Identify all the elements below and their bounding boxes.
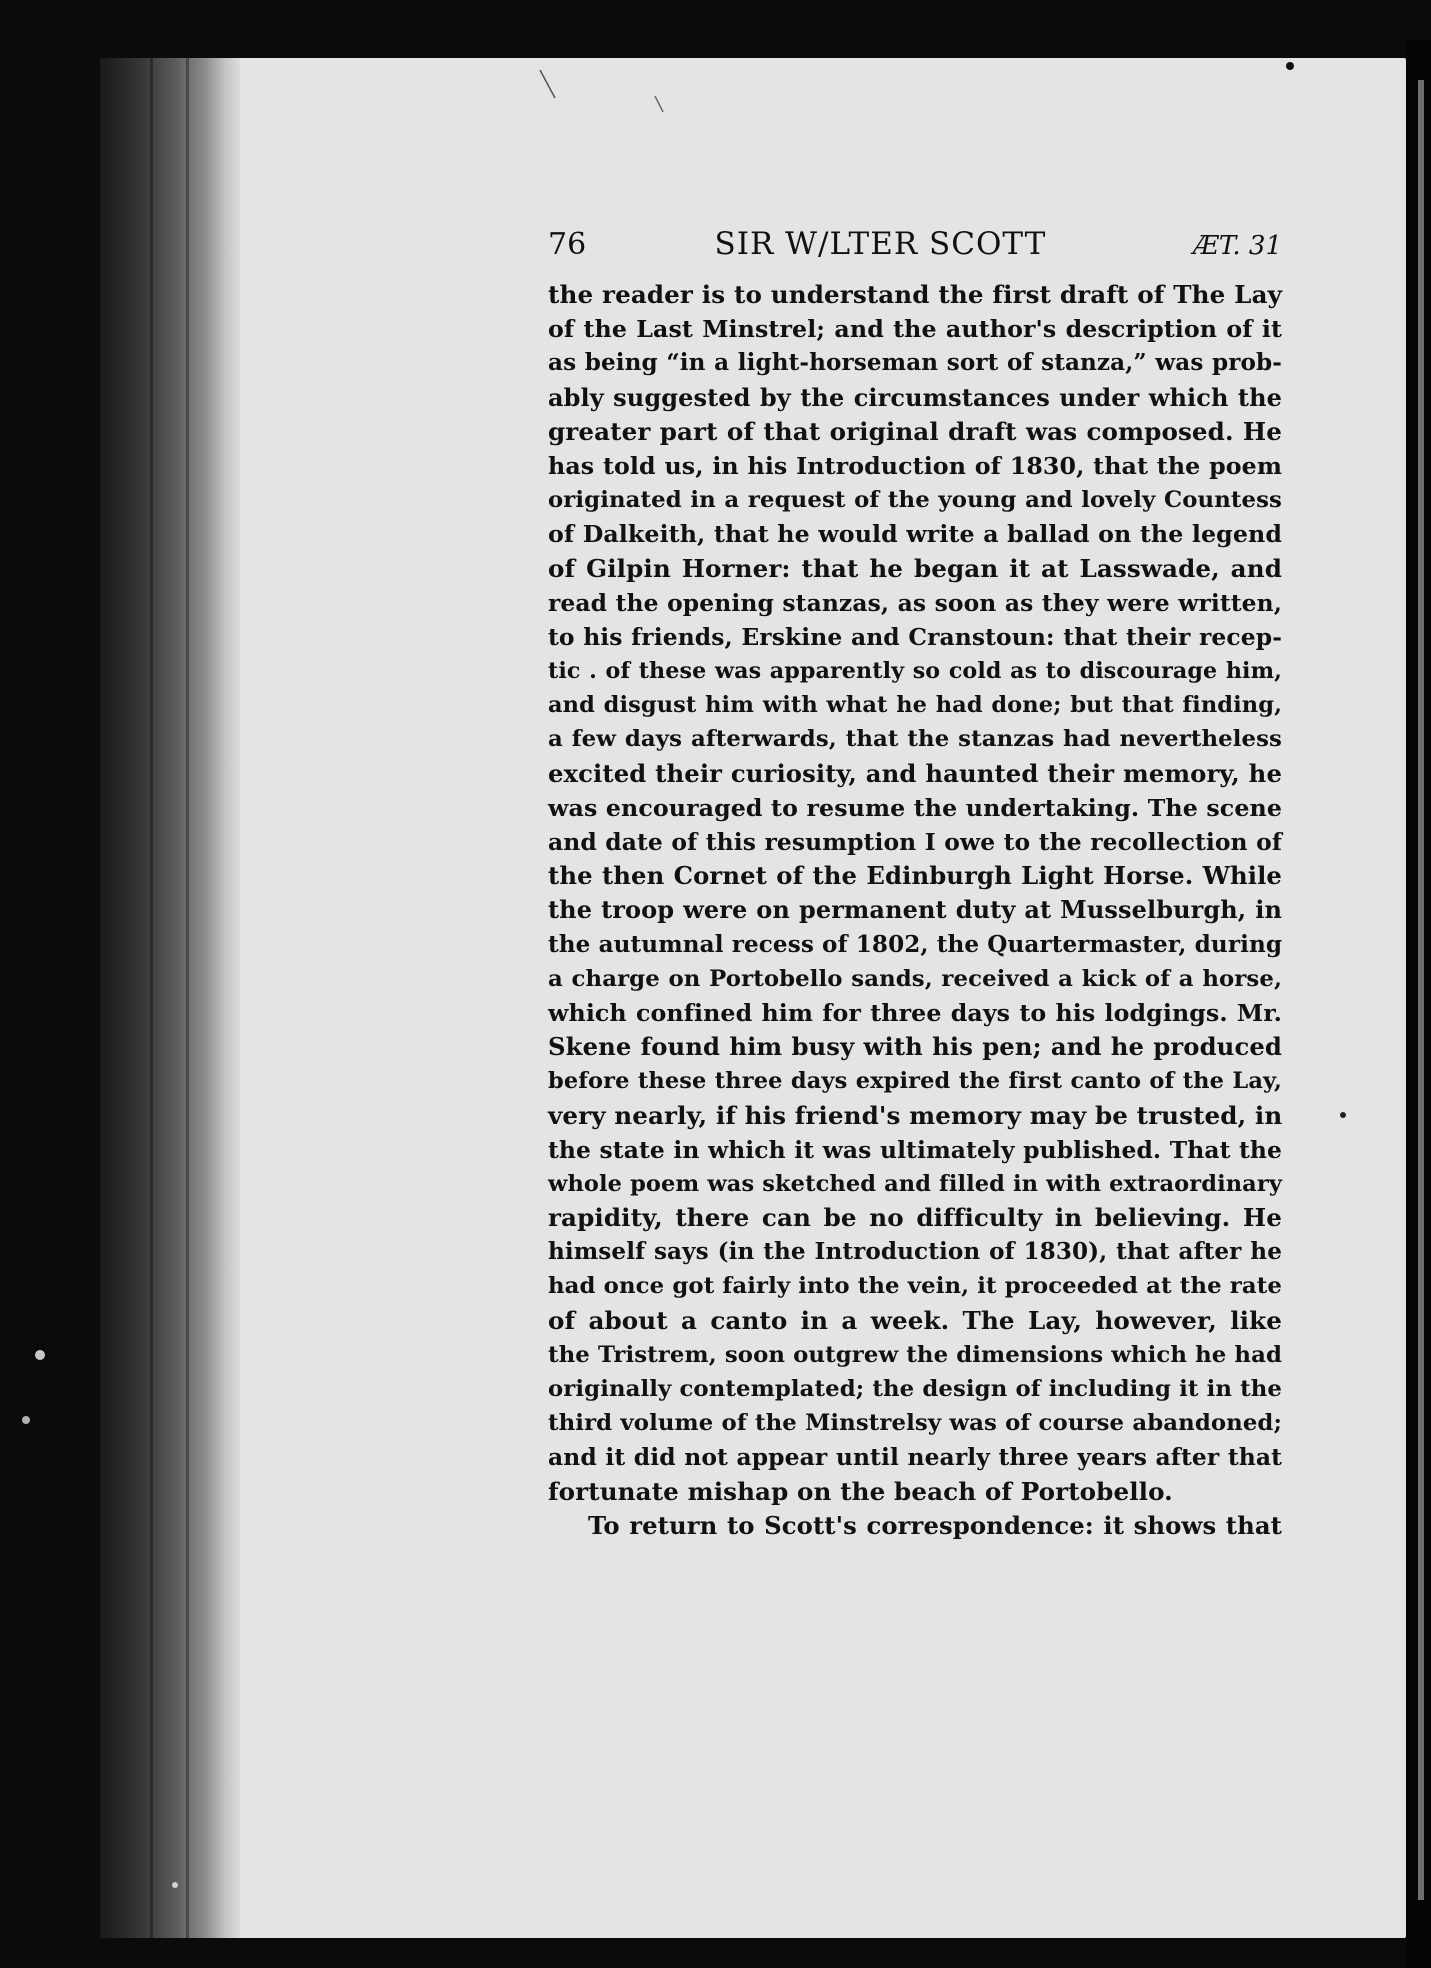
text-line: the then Cornet of the Edinburgh Light Horse. While: [548, 861, 1282, 891]
text-line: as being “in a light-horseman sort of stanza,” was prob-: [548, 349, 1282, 377]
gutter-shadow-line: [150, 58, 153, 1938]
text-line: a few days afterwards, that the stanzas had nevertheless: [548, 726, 1282, 753]
text-line: had once got fairly into the vein, it proceeded at the rate: [548, 1273, 1282, 1300]
text-line: the troop were on permanent duty at Musselburgh, in: [548, 895, 1282, 925]
book-gutter: [100, 58, 240, 1938]
text-line: to his friends, Erskine and Cranstoun: that their recep-: [548, 622, 1282, 651]
next-paragraph-line: To return to Scott's correspondence: it shows that: [588, 1510, 1282, 1540]
text-line: excited their curiosity, and haunted their memory, he: [548, 758, 1282, 788]
text-line: the reader is to understand the first draft of The Lay: [548, 280, 1282, 309]
gutter-shadow-line: [186, 58, 189, 1938]
page-text-block: [548, 226, 1282, 1543]
text-line: of the Last Minstrel; and the author's description of it: [548, 315, 1282, 344]
text-line: ably suggested by the circumstances under which the: [548, 382, 1282, 412]
text-line: third volume of the Minstrelsy was of course abandoned;: [548, 1410, 1282, 1437]
age-marker: ÆT. 31: [1192, 231, 1282, 261]
text-line: rapidity, there can be no difficulty in believing. He: [548, 1203, 1282, 1233]
text-line: and it did not appear until nearly three years after that: [548, 1443, 1282, 1472]
text-line: originated in a request of the young and lovely Countess: [548, 487, 1282, 514]
text-line: before these three days expired the first canto of the Lay,: [548, 1068, 1282, 1095]
text-line: of Gilpin Horner: that he began it at Lasswade, and: [548, 553, 1282, 583]
text-line: whole poem was sketched and filled in with extraordinary: [548, 1170, 1282, 1197]
paragraph-end-line: fortunate mishap on the beach of Portobello.: [548, 1476, 1173, 1506]
text-line: was encouraged to resume the undertaking. The scene: [548, 793, 1282, 822]
text-line: the Tristrem, soon outgrew the dimensions which he had: [548, 1341, 1282, 1368]
text-line: has told us, in his Introduction of 1830, that the poem: [548, 451, 1282, 480]
page-edge-strip: [1418, 80, 1424, 1900]
text-line: which confined him for three days to his lodgings. Mr.: [548, 998, 1282, 1027]
text-line: greater part of that original draft was composed. He: [548, 416, 1282, 446]
text-line: himself says (in the Introduction of 1830), that after he: [548, 1238, 1282, 1266]
text-line: Skene found him busy with his pen; and he produced: [548, 1032, 1282, 1062]
text-line: very nearly, if his friend's memory may be trusted, in: [548, 1100, 1283, 1130]
text-line: and date of this resumption I owe to the recollection of: [548, 828, 1282, 856]
text-line: the state in which it was ultimately published. That the: [548, 1135, 1282, 1164]
text-line: originally contemplated; the design of including it in the: [548, 1376, 1282, 1402]
running-head: [548, 226, 1282, 274]
text-line: a charge on Portobello sands, received a kick of a horse,: [548, 965, 1282, 992]
text-line: the autumnal recess of 1802, the Quartermaster, during: [548, 930, 1283, 958]
text-line: of about a canto in a week. The Lay, however, like: [548, 1305, 1282, 1335]
text-line: and disgust him with what he had done; but that finding,: [548, 692, 1282, 719]
page-number: 76: [548, 227, 587, 262]
text-line: tic . of these was apparently so cold as to discourage him,: [548, 658, 1282, 685]
text-line: read the opening stanzas, as soon as they were written,: [548, 588, 1282, 617]
running-title: SIR W/LTER SCOTT: [714, 226, 1047, 262]
text-line: of Dalkeith, that he would write a ballad on the legend: [548, 520, 1282, 549]
